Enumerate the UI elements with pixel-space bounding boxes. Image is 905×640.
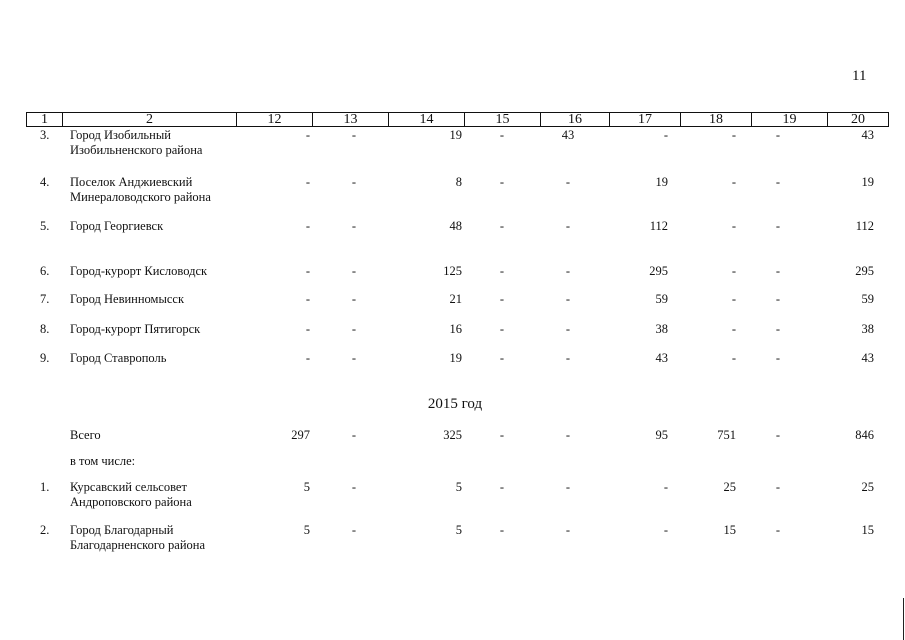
- row-number: 6.: [40, 264, 50, 278]
- cell-c15: -: [499, 219, 505, 233]
- cell-c15: -: [499, 292, 505, 306]
- row-number: 3.: [40, 128, 50, 142]
- cell-c14: 8: [455, 175, 462, 189]
- page-number: 11: [852, 68, 867, 84]
- cell-c15: -: [499, 480, 505, 494]
- header-cell: 19: [752, 113, 828, 127]
- cell-c13: -: [351, 480, 357, 494]
- cell-c13: -: [351, 264, 357, 278]
- row-label: Город Георгиевск: [70, 219, 164, 233]
- cell-c16: 43: [561, 128, 575, 142]
- cell-c18: -: [731, 322, 736, 336]
- cell-c13: -: [351, 292, 357, 306]
- total-c14: 325: [443, 428, 462, 442]
- cell-c16: -: [565, 523, 571, 537]
- cell-c15: -: [499, 523, 505, 537]
- cell-c20: 295: [855, 264, 874, 278]
- total-c13: -: [351, 428, 357, 442]
- cell-c16: -: [565, 480, 571, 494]
- cell-c18: -: [731, 351, 736, 365]
- cell-c18: -: [731, 128, 736, 142]
- row-label: Город-курорт Пятигорск: [70, 322, 201, 336]
- cell-c14: 16: [449, 322, 462, 336]
- cell-c12: -: [305, 219, 310, 233]
- scan-edge-line: [903, 598, 904, 640]
- cell-c14: 19: [449, 128, 462, 142]
- total-c15: -: [499, 428, 505, 442]
- cell-c14: 5: [455, 480, 462, 494]
- row-label: Поселок Анджиевский Минераловодского района: [70, 175, 211, 204]
- cell-c17: -: [663, 480, 668, 494]
- cell-c13: -: [351, 322, 357, 336]
- cell-c16: -: [565, 175, 571, 189]
- total-c12: 297: [291, 428, 310, 442]
- cell-c19: -: [775, 480, 781, 494]
- cell-c20: 19: [861, 175, 874, 189]
- header-cell: 14: [389, 113, 465, 127]
- cell-c12: -: [305, 128, 310, 142]
- cell-c20: 43: [861, 128, 874, 142]
- cell-c18: -: [731, 264, 736, 278]
- total-c19: -: [775, 428, 781, 442]
- cell-c20: 38: [861, 322, 874, 336]
- cell-c13: -: [351, 175, 357, 189]
- cell-c16: -: [565, 292, 571, 306]
- cell-c17: 295: [649, 264, 668, 278]
- cell-c12: -: [305, 264, 310, 278]
- cell-c19: -: [775, 322, 781, 336]
- header-cell: 15: [465, 113, 541, 127]
- cell-c14: 5: [455, 523, 462, 537]
- cell-c18: 15: [723, 523, 736, 537]
- cell-c18: -: [731, 292, 736, 306]
- cell-c12: -: [305, 175, 310, 189]
- cell-c15: -: [499, 351, 505, 365]
- cell-c19: -: [775, 219, 781, 233]
- cell-c13: -: [351, 128, 357, 142]
- cell-c19: -: [775, 264, 781, 278]
- row-number: 5.: [40, 219, 50, 233]
- cell-c15: -: [499, 264, 505, 278]
- cell-c17: 38: [655, 322, 668, 336]
- including-label: в том числе:: [70, 454, 136, 468]
- cell-c14: 48: [449, 219, 462, 233]
- cell-c12: 5: [303, 480, 310, 494]
- cell-c17: 43: [655, 351, 668, 365]
- cell-c19: -: [775, 292, 781, 306]
- header-cell: 20: [828, 113, 889, 127]
- row-label: Город-курорт Кисловодск: [70, 264, 208, 278]
- column-number-header: [26, 112, 889, 127]
- row-number: 4.: [40, 175, 50, 189]
- cell-c18: 25: [723, 480, 736, 494]
- cell-c20: 25: [861, 480, 874, 494]
- row-label: Город Невинномысск: [70, 292, 185, 306]
- cell-c15: -: [499, 128, 505, 142]
- cell-c12: 5: [303, 523, 310, 537]
- total-c18: 751: [717, 428, 736, 442]
- cell-c15: -: [499, 175, 505, 189]
- row-number: 7.: [40, 292, 50, 306]
- cell-c15: -: [499, 322, 505, 336]
- cell-c14: 19: [449, 351, 462, 365]
- row-number: 9.: [40, 351, 50, 365]
- cell-c18: -: [731, 175, 736, 189]
- cell-c14: 125: [443, 264, 462, 278]
- cell-c17: 59: [655, 292, 668, 306]
- row-label: Город Изобильный Изобильненского района: [70, 128, 203, 157]
- cell-c16: -: [565, 219, 571, 233]
- cell-c17: 112: [649, 219, 668, 233]
- cell-c20: 43: [861, 351, 874, 365]
- cell-c18: -: [731, 219, 736, 233]
- cell-c13: -: [351, 219, 357, 233]
- row-number: 1.: [40, 480, 50, 494]
- cell-c13: -: [351, 351, 357, 365]
- cell-c13: -: [351, 523, 357, 537]
- cell-c20: 112: [855, 219, 874, 233]
- cell-c20: 15: [861, 523, 874, 537]
- cell-c12: -: [305, 351, 310, 365]
- header-cell: 16: [541, 113, 610, 127]
- header-cell: 12: [237, 113, 313, 127]
- cell-c12: -: [305, 322, 310, 336]
- total-c20: 846: [855, 428, 874, 442]
- row-number: 8.: [40, 322, 50, 336]
- cell-c17: -: [663, 523, 668, 537]
- cell-c20: 59: [861, 292, 874, 306]
- cell-c19: -: [775, 175, 781, 189]
- header-cell: 18: [681, 113, 752, 127]
- row-number: 2.: [40, 523, 50, 537]
- cell-c19: -: [775, 128, 781, 142]
- row-label: Город Ставрополь: [70, 351, 167, 365]
- header-cell: 1: [27, 113, 63, 127]
- header-cell: 17: [610, 113, 681, 127]
- cell-c19: -: [775, 351, 781, 365]
- cell-c16: -: [565, 264, 571, 278]
- total-label: Всего: [70, 428, 101, 442]
- cell-c16: -: [565, 322, 571, 336]
- header-cell: 13: [313, 113, 389, 127]
- cell-c14: 21: [449, 292, 462, 306]
- row-label: Курсавский сельсовет Андроповского района: [70, 480, 192, 509]
- header-cell: 2: [63, 113, 237, 127]
- total-c16: -: [565, 428, 571, 442]
- cell-c12: -: [305, 292, 310, 306]
- cell-c16: -: [565, 351, 571, 365]
- cell-c17: -: [663, 128, 668, 142]
- row-label: Город Благодарный Благодарненского района: [70, 523, 205, 552]
- cell-c19: -: [775, 523, 781, 537]
- total-c17: 95: [655, 428, 668, 442]
- cell-c17: 19: [655, 175, 668, 189]
- year-heading: 2015 год: [427, 396, 483, 412]
